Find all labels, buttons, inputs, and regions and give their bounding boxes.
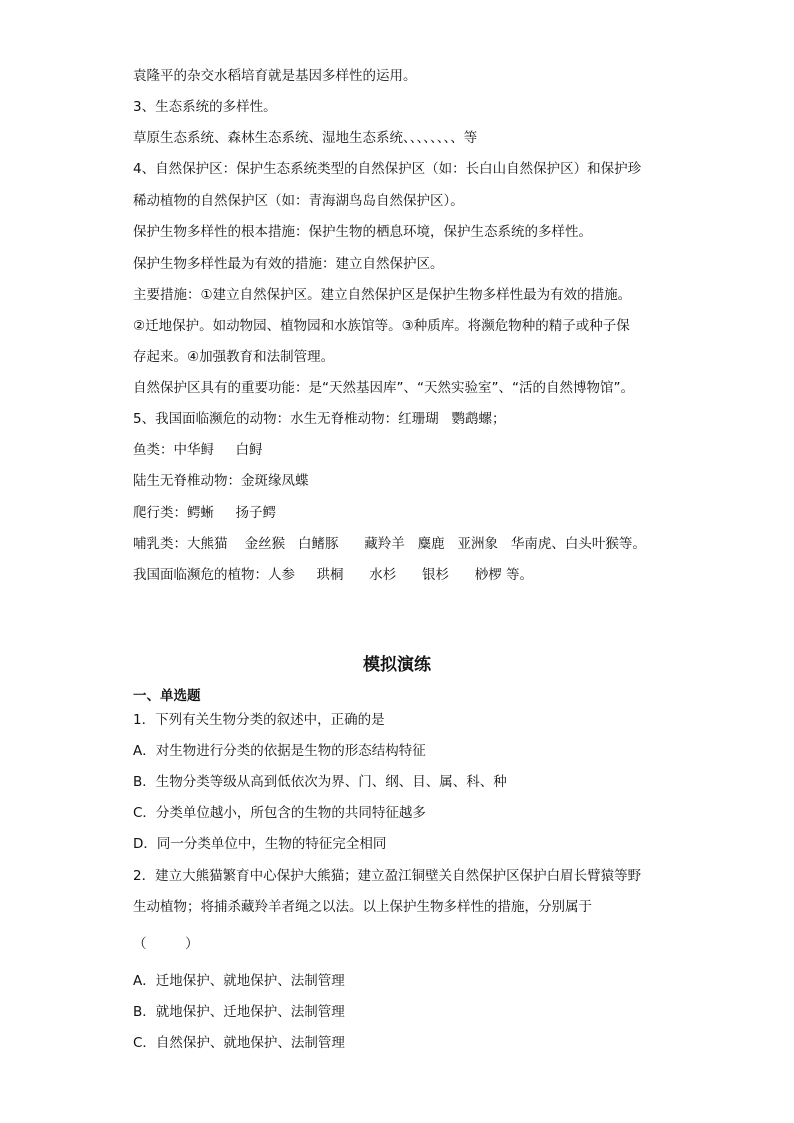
notes-line: 陆生无脊椎动物：金斑缘凤蝶 xyxy=(133,473,309,489)
notes-line: ②迁地保护。如动物园、植物园和水族馆等。③种质库。将濒危物种的精子或种子保 xyxy=(133,318,630,334)
notes-line: 自然保护区具有的重要功能：是“天然基因库”、“天然实验室”、“活的自然博物馆”。 xyxy=(133,380,634,396)
option-line: A．对生物进行分类的依据是生物的形态结构特征 xyxy=(133,743,426,759)
notes-line: 我国面临濒危的植物：人参 珙桐 水杉 银杉 桫椤 等。 xyxy=(133,567,533,583)
notes-line: 保护生物多样性的根本措施：保护生物的栖息环境，保护生态系统的多样性。 xyxy=(133,224,592,240)
question-line: 生动植物；将捕杀藏羚羊者绳之以法。以上保护生物多样性的措施，分别属于 xyxy=(133,899,592,915)
notes-line: 4、自然保护区：保护生态系统类型的自然保护区（如：长白山自然保护区）和保护珍 xyxy=(133,161,642,177)
notes-line: 草原生态系统、森林生态系统、湿地生态系统、、、、、、、、等 xyxy=(133,130,478,146)
notes-line: 爬行类：鳄蜥 扬子鳄 xyxy=(133,505,276,521)
notes-line: 稀动植物的自然保护区（如：青海湖鸟岛自然保护区）。 xyxy=(133,193,464,209)
notes-line: 哺乳类：大熊猫 金丝猴 白鳍豚 藏羚羊 麋鹿 亚洲象 华南虎、白头叶猴等。 xyxy=(133,536,646,552)
option-line: A．迁地保护、就地保护、法制管理 xyxy=(133,973,345,989)
notes-line: 保护生物多样性最为有效的措施：建立自然保护区。 xyxy=(133,256,444,272)
option-line: B．生物分类等级从高到低依次为界、门、纲、目、属、科、种 xyxy=(133,774,507,790)
exercise-title: 模拟演练 xyxy=(363,655,431,675)
option-line: B．就地保护、迁地保护、法制管理 xyxy=(133,1004,345,1020)
notes-line: 鱼类：中华鲟 白鲟 xyxy=(133,442,263,458)
option-line: D．同一分类单位中，生物的特征完全相同 xyxy=(133,836,387,852)
notes-line: 主要措施：①建立自然保护区。建立自然保护区是保护生物多样性最为有效的措施。 xyxy=(133,287,632,303)
notes-line: 3、生态系统的多样性。 xyxy=(133,99,277,115)
answer-blank: （ ） xyxy=(133,936,199,952)
notes-line: 存起来。④加强教育和法制管理。 xyxy=(133,349,335,365)
question-line: 2．建立大熊猫繁育中心保护大熊猫；建立盈江铜壁关自然保护区保护白眉长臂猿等野 xyxy=(133,868,642,884)
section-heading: 一、单选题 xyxy=(133,688,201,704)
question-line: 1．下列有关生物分类的叙述中，正确的是 xyxy=(133,712,385,728)
option-line: C．自然保护、就地保护、法制管理 xyxy=(133,1035,345,1051)
notes-line: 5、我国面临濒危的动物：水生无脊椎动物：红珊瑚 鹦鹉螺； xyxy=(133,411,506,427)
option-line: C．分类单位越小，所包含的生物的共同特征越多 xyxy=(133,805,426,821)
notes-line: 袁隆平的杂交水稻培育就是基因多样性的运用。 xyxy=(133,68,417,84)
